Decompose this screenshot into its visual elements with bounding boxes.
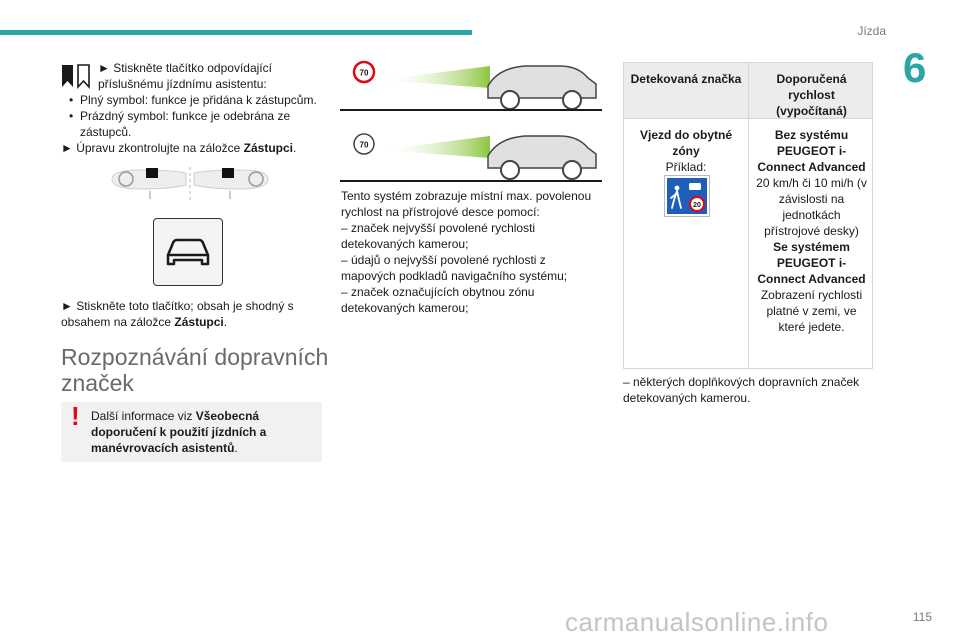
car-icon <box>163 235 213 269</box>
favorite-toggle-icon <box>61 62 93 90</box>
description-intro: Tento systém zobrazuje místní max. povolenou rychlost na přístrojové desce pomocí: <box>341 189 592 219</box>
description-item-camera-signs: – značek nejvyšší povolené rychlosti detekovaných kamerou; <box>341 221 536 251</box>
speed-sign-bottom-value: 70 <box>359 140 369 150</box>
bullet-full-symbol: • Plný symbol: funkce je přidána k zástupcům. <box>66 92 331 108</box>
table-cell-recommended-speed: Bez systému PEUGEOT i-Connect Advanced 20 km/h či 10 mi/h (v závislosti na jednotkách přístrojové desky) Se systémem PEUGEOT i-Connect Advanced Zobrazení rychlosti platné v zemi, ve které jedete. <box>756 128 867 334</box>
chapter-number: 6 <box>903 44 927 91</box>
warning-icon: ! <box>71 401 80 431</box>
residential-zone-sign-icon <box>664 175 710 217</box>
system-description <box>341 188 603 316</box>
speed-map-navigation-illustration <box>340 126 602 184</box>
watermark: carmanualsonline.info <box>565 607 829 637</box>
table-cell-detected-sign: Vjezd do obytné zóny Příklad: <box>639 128 732 174</box>
info-box: ! Další informace viz Všeobecná doporučení k použití jízdních a manévrovacích asistentů. <box>61 402 322 462</box>
additional-signs-note: – některých doplňkových dopravních značek detekovaných kamerou. <box>623 375 860 405</box>
section-title: Jízda <box>857 24 886 38</box>
zone-speed-value: 20 <box>693 202 701 209</box>
header-accent-bar <box>0 30 472 35</box>
description-item-residential-zone: – značek označujících obytnou zónu detekovaných kamerou; <box>341 285 535 315</box>
description-item-map-data: – údajů o nejvyšší povolené rychlosti z mapových podkladů navigačního systému; <box>341 253 568 283</box>
speed-sign-top-value: 70 <box>359 68 369 78</box>
instruction-check-tab: ► Úpravu zkontrolujte na záložce Zástupci. <box>61 141 297 155</box>
instruction-press-this-button: ► Stiskněte toto tlačítko; obsah je shodný s obsahem na záložce Zástupci. <box>61 299 294 329</box>
speed-sign-camera-illustration <box>340 58 602 114</box>
table-header-recommended-speed: Doporučená rychlost (vypočítaná) <box>776 72 847 118</box>
instruction-press-button: ► Stiskněte tlačítko odpovídající příslušnému jízdnímu asistentu: <box>98 61 272 91</box>
page-number: 115 <box>912 610 932 624</box>
table-header-detected-sign: Detekovaná značka <box>630 72 742 86</box>
section-heading: Rozpoznávání dopravních značek <box>61 344 329 396</box>
bullet-empty-symbol: • Prázdný symbol: funkce je odebrána ze zástupců. <box>66 108 331 140</box>
sign-speed-table <box>623 62 873 369</box>
favorite-bullets <box>66 92 331 140</box>
vehicle-shortcut-button-icon <box>153 218 223 286</box>
tab-name-zastupci: Zástupci <box>243 141 293 155</box>
steering-wheel-buttons-figure <box>110 165 270 205</box>
